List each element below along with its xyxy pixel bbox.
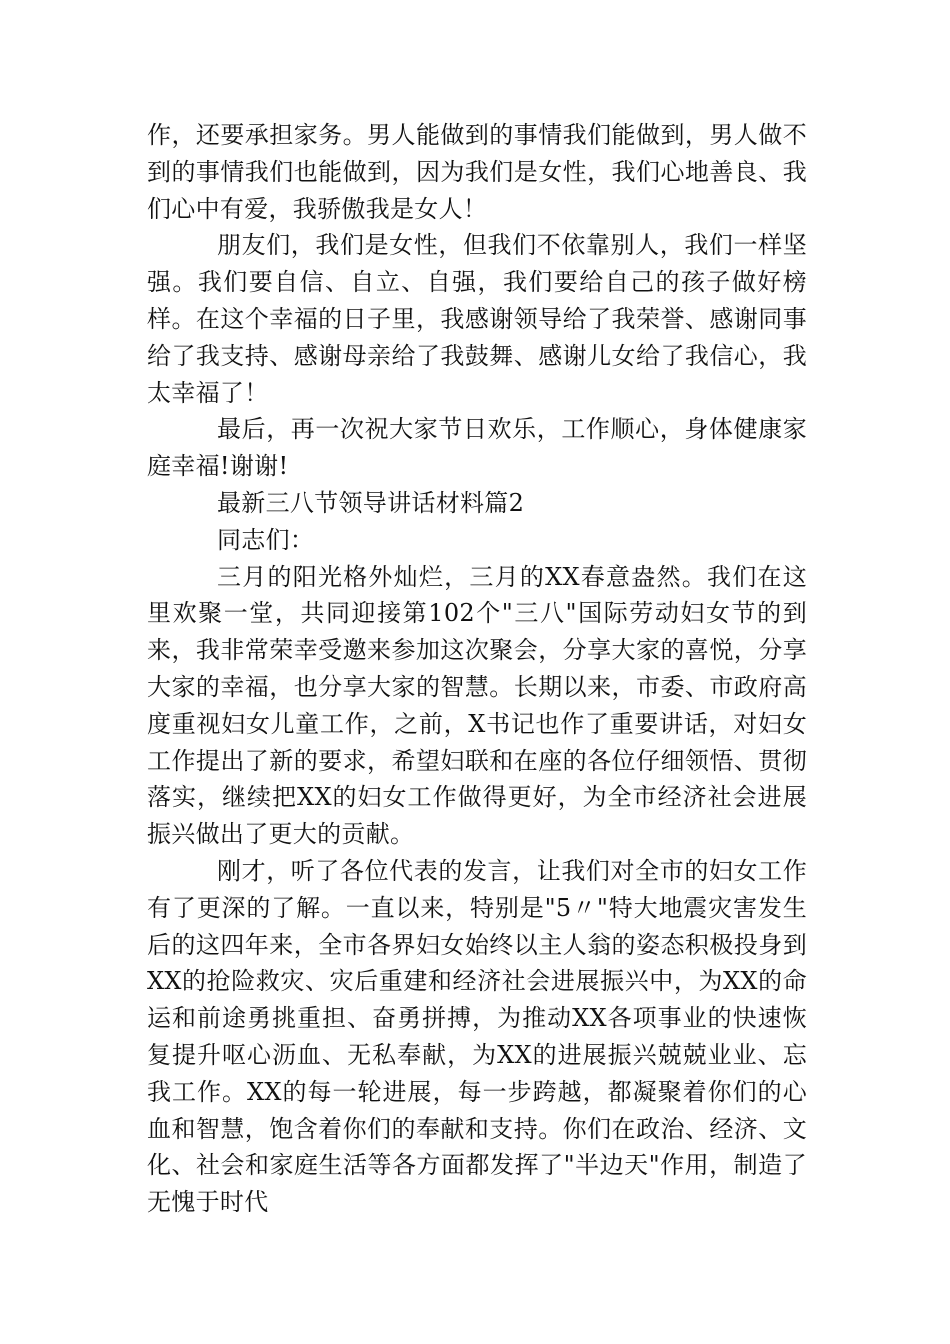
paragraph-7: 刚才，听了各位代表的发言，让我们对全市的妇女工作有了更深的了解。一直以来，特别是"5〃"特大地震灾害发生后的这四年来，全市各界妇女始终以主人翁的姿态积极投身到XX的抢险救灾、灾后重建和经济社会进展振兴中，为XX的命运和前途勇挑重担、奋勇拼搏，为推动XX各项事业的快速恢复提升呕心沥血、无私奉献，为XX的进展振兴兢兢业业、忘我工作。XX的每一轮进展，每一步跨越，都凝聚着你们的心血和智慧，饱含着你们的奉献和支持。你们在政治、经济、文化、社会和家庭生活等各方面都发挥了"半边天"作用，制造了无愧于时代 [147,856,807,1217]
paragraph-3: 最后，再一次祝大家节日欢乐，工作顺心，身体健康家庭幸福!谢谢! [147,415,807,481]
document-body [147,117,807,1221]
paragraph-6: 三月的阳光格外灿烂，三月的XX春意盎然。我们在这里欢聚一堂，共同迎接第102个"三八"国际劳动妇女节的到来，我非常荣幸受邀来参加这次聚会，分享大家的喜悦，分享大家的幸福，也分享大家的智慧。长期以来，市委、市政府高度重视妇女儿童工作，之前，X书记也作了重要讲话，对妇女工作提出了新的要求，希望妇联和在座的各位仔细领悟、贯彻落实，继续把XX的妇女工作做得更好，为全市经济社会进展振兴做出了更大的贡献。 [147,562,807,849]
salutation: 同志们： [217,525,315,554]
paragraph-1: 作，还要承担家务。男人能做到的事情我们能做到，男人做不到的事情我们也能做到，因为我们是女性，我们心地善良、我们心中有爱，我骄傲我是女人！ [147,121,807,223]
section-title: 最新三八节领导讲话材料篇2 [217,488,525,517]
paragraph-2: 朋友们，我们是女性，但我们不依靠别人，我们一样坚强。我们要自信、自立、自强，我们要给自己的孩子做好榜样。在这个幸福的日子里，我感谢领导给了我荣誉、感谢同事给了我支持、感谢母亲给了我鼓舞、感谢儿女给了我信心，我太幸福了！ [147,231,807,407]
